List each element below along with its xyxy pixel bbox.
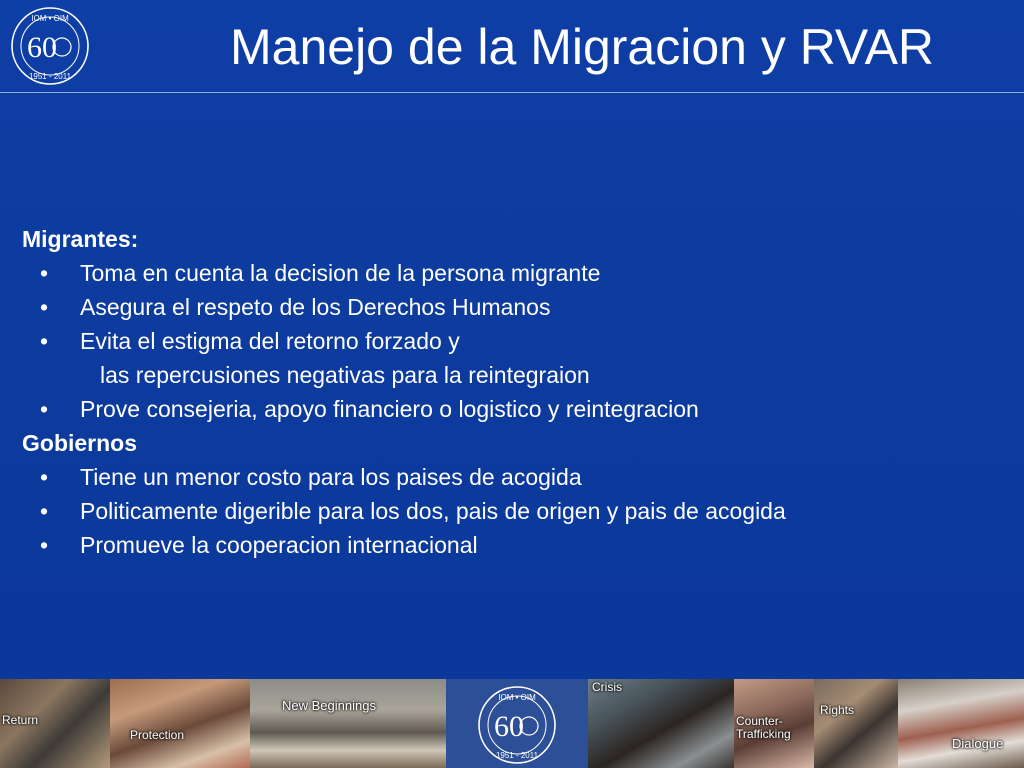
bullet-icon: • <box>40 464 49 490</box>
photo-return <box>0 679 110 768</box>
bullet-item <box>22 528 1002 562</box>
caption-return: Return <box>2 713 39 727</box>
photo-center-logo <box>446 679 588 768</box>
iom-60-collage-logo <box>477 685 557 765</box>
slide-body <box>22 222 1002 562</box>
section-heading-migrantes: Migrantes: <box>22 226 139 252</box>
bullet-icon: • <box>40 294 49 320</box>
caption-crisis: Crisis <box>592 680 622 694</box>
bullet-text: Tiene un menor costo para los paises de acogida <box>80 464 582 490</box>
logo-top-text: IOM • OIM <box>31 14 69 23</box>
collage-logo-years: 1951 - 2011 <box>495 751 539 760</box>
photo-dialogue <box>898 679 1024 768</box>
bullet-item <box>22 494 1002 528</box>
collage-logo-number: 60 <box>494 710 524 743</box>
header-divider <box>0 92 1024 93</box>
caption-counter-trafficking-line-2: Trafficking <box>736 727 791 741</box>
photo-rights <box>814 679 898 768</box>
bullet-text: Evita el estigma del retorno forzado y <box>80 328 460 354</box>
bullet-text: Promueve la cooperacion internacional <box>80 532 478 558</box>
caption-counter-trafficking-line-1: Counter- <box>736 714 783 728</box>
bullet-item <box>22 460 1002 494</box>
caption-dialogue: Dialogue <box>952 736 1004 751</box>
section-heading-gobiernos: Gobiernos <box>22 430 138 456</box>
bullet-continuation: las repercusiones negativas para la reintegraion <box>100 362 590 388</box>
bullet-item <box>22 324 1002 358</box>
photo-crisis <box>588 679 734 768</box>
photo-collage <box>0 679 1024 768</box>
bullet-icon: • <box>40 396 49 422</box>
iom-60-logo <box>10 6 90 86</box>
bullet-text: Prove consejeria, apoyo financiero o logistico y reintegracion <box>80 396 699 422</box>
caption-new-beginnings: New Beginnings <box>282 698 376 713</box>
bullet-icon: • <box>40 260 49 286</box>
bullet-icon: • <box>40 498 49 524</box>
bullet-text: Asegura el respeto de los Derechos Humanos <box>80 294 551 320</box>
photo-new-beginnings <box>250 679 446 768</box>
logo-years: 1951 - 2011 <box>28 72 72 81</box>
caption-protection: Protection <box>130 728 185 742</box>
page-title: Manejo de la Migracion y RVAR <box>230 19 935 75</box>
bullet-icon: • <box>40 328 49 354</box>
bullet-item <box>22 392 1002 426</box>
caption-rights: Rights <box>820 703 855 717</box>
photo-protection <box>110 679 250 768</box>
bullet-item <box>22 290 1002 324</box>
photo-counter-trafficking <box>734 679 814 768</box>
bullet-icon: • <box>40 532 49 558</box>
bullet-item <box>22 256 1002 290</box>
logo-number: 60 <box>27 31 57 64</box>
bullet-text: Politicamente digerible para los dos, pais de origen y pais de acogida <box>80 498 786 524</box>
collage-logo-top-text: IOM • OIM <box>498 693 536 702</box>
bullet-text: Toma en cuenta la decision de la persona migrante <box>80 260 601 286</box>
